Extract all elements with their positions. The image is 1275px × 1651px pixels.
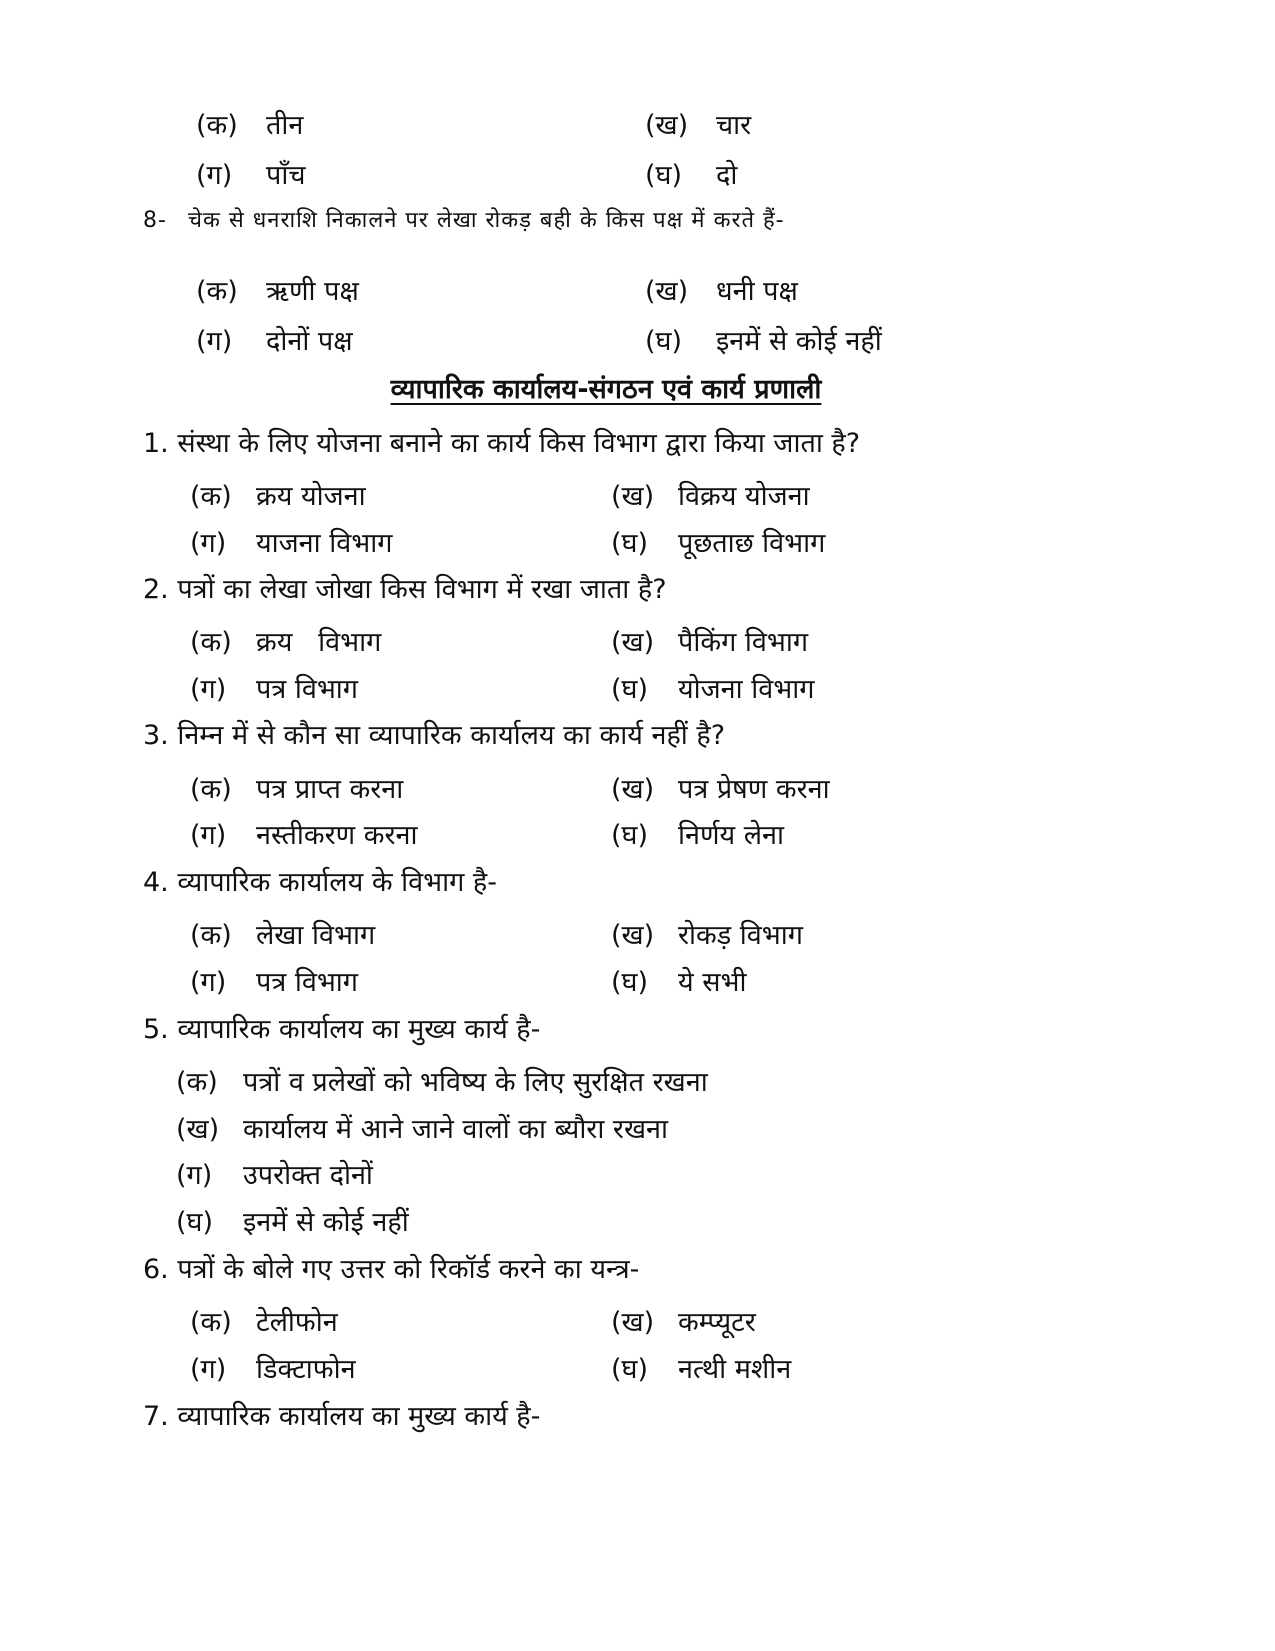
option-label: (ख) bbox=[611, 920, 655, 951]
option-label: (क) bbox=[190, 481, 232, 512]
option-label: (ग) bbox=[190, 820, 227, 851]
question-text: चेक से धनराशि निकालने पर लेखा रोकड़ बही के किस पक्ष में करते हैं- bbox=[188, 208, 785, 233]
option-text: दोनों पक्ष bbox=[266, 326, 353, 357]
option-label: (घ) bbox=[611, 1354, 649, 1385]
option-label: (क) bbox=[196, 110, 238, 141]
option-label: (क) bbox=[190, 627, 232, 658]
option-text: योजना विभाग bbox=[678, 674, 815, 705]
option-label: (घ) bbox=[611, 967, 649, 998]
option-text: तीन bbox=[266, 110, 304, 141]
option-text: विक्रय योजना bbox=[678, 481, 810, 512]
question-text: 4. व्यापारिक कार्यालय के विभाग है- bbox=[143, 867, 498, 898]
option-label: (घ) bbox=[176, 1207, 214, 1238]
option-text: पत्र प्राप्त करना bbox=[256, 774, 404, 805]
option-text: ऋणी पक्ष bbox=[266, 276, 359, 307]
option-label: (क) bbox=[190, 774, 232, 805]
option-label: (घ) bbox=[645, 160, 683, 191]
option-text: धनी पक्ष bbox=[716, 276, 798, 307]
option-label: (ख) bbox=[611, 627, 655, 658]
option-label: (घ) bbox=[611, 674, 649, 705]
option-text: रोकड़ विभाग bbox=[678, 920, 803, 951]
question-text: 1. संस्था के लिए योजना बनाने का कार्य किस विभाग द्वारा किया जाता है? bbox=[143, 428, 861, 459]
question-text: 6. पत्रों के बोले गए उत्तर को रिकॉर्ड करने का यन्त्र- bbox=[143, 1254, 640, 1285]
option-text: कम्प्यूटर bbox=[678, 1307, 756, 1338]
option-text: क्रय विभाग bbox=[256, 627, 382, 658]
option-label: (घ) bbox=[611, 820, 649, 851]
option-text: इनमें से कोई नहीं bbox=[716, 326, 882, 357]
option-label: (ख) bbox=[611, 481, 655, 512]
option-text: नस्तीकरण करना bbox=[256, 820, 418, 851]
option-text: टेलीफोन bbox=[256, 1307, 338, 1338]
question-text: 3. निम्न में से कौन सा व्यापारिक कार्यालय का कार्य नहीं है? bbox=[143, 720, 726, 751]
option-label: (ग) bbox=[176, 1160, 213, 1191]
option-label: (ग) bbox=[196, 326, 233, 357]
section-heading: व्यापारिक कार्यालय-संगठन एवं कार्य प्रणाली bbox=[390, 374, 822, 405]
option-label: (ग) bbox=[196, 160, 233, 191]
option-text: पत्रों व प्रलेखों को भविष्य के लिए सुरक्षित रखना bbox=[243, 1067, 708, 1098]
option-text: दो bbox=[716, 160, 738, 191]
question-text: 5. व्यापारिक कार्यालय का मुख्य कार्य है- bbox=[143, 1014, 541, 1045]
option-label: (ग) bbox=[190, 528, 227, 559]
option-label: (क) bbox=[176, 1067, 218, 1098]
option-text: पाँच bbox=[266, 160, 306, 191]
option-label: (ख) bbox=[611, 1307, 655, 1338]
option-label: (ख) bbox=[645, 276, 689, 307]
option-text: कार्यालय में आने जाने वालों का ब्यौरा रखना bbox=[243, 1114, 669, 1145]
option-text: नत्थी मशीन bbox=[678, 1354, 792, 1385]
option-text: पैकिंग विभाग bbox=[678, 627, 809, 658]
question-number: 8- bbox=[143, 208, 167, 233]
option-label: (क) bbox=[190, 920, 232, 951]
option-label: (ख) bbox=[611, 774, 655, 805]
option-text: क्रय योजना bbox=[256, 481, 366, 512]
option-text: याजना विभाग bbox=[256, 528, 393, 559]
option-text: उपरोक्त दोनों bbox=[243, 1160, 373, 1191]
option-label: (ख) bbox=[176, 1114, 220, 1145]
option-text: चार bbox=[716, 110, 752, 141]
option-text: इनमें से कोई नहीं bbox=[243, 1207, 409, 1238]
option-text: पूछताछ विभाग bbox=[678, 528, 826, 559]
option-text: ये सभी bbox=[678, 967, 747, 998]
option-text: पत्र विभाग bbox=[256, 967, 359, 998]
question-text: 7. व्यापारिक कार्यालय का मुख्य कार्य है- bbox=[143, 1401, 541, 1432]
option-text: डिक्टाफोन bbox=[256, 1354, 356, 1385]
option-label: (ख) bbox=[645, 110, 689, 141]
option-text: निर्णय लेना bbox=[678, 820, 785, 851]
option-text: पत्र विभाग bbox=[256, 674, 359, 705]
option-label: (ग) bbox=[190, 1354, 227, 1385]
option-label: (ग) bbox=[190, 967, 227, 998]
option-text: पत्र प्रेषण करना bbox=[678, 774, 830, 805]
question-text: 2. पत्रों का लेखा जोखा किस विभाग में रखा जाता है? bbox=[143, 574, 667, 605]
option-text: लेखा विभाग bbox=[256, 920, 376, 951]
option-label: (क) bbox=[196, 276, 238, 307]
option-label: (घ) bbox=[611, 528, 649, 559]
option-label: (क) bbox=[190, 1307, 232, 1338]
option-label: (घ) bbox=[645, 326, 683, 357]
option-label: (ग) bbox=[190, 674, 227, 705]
